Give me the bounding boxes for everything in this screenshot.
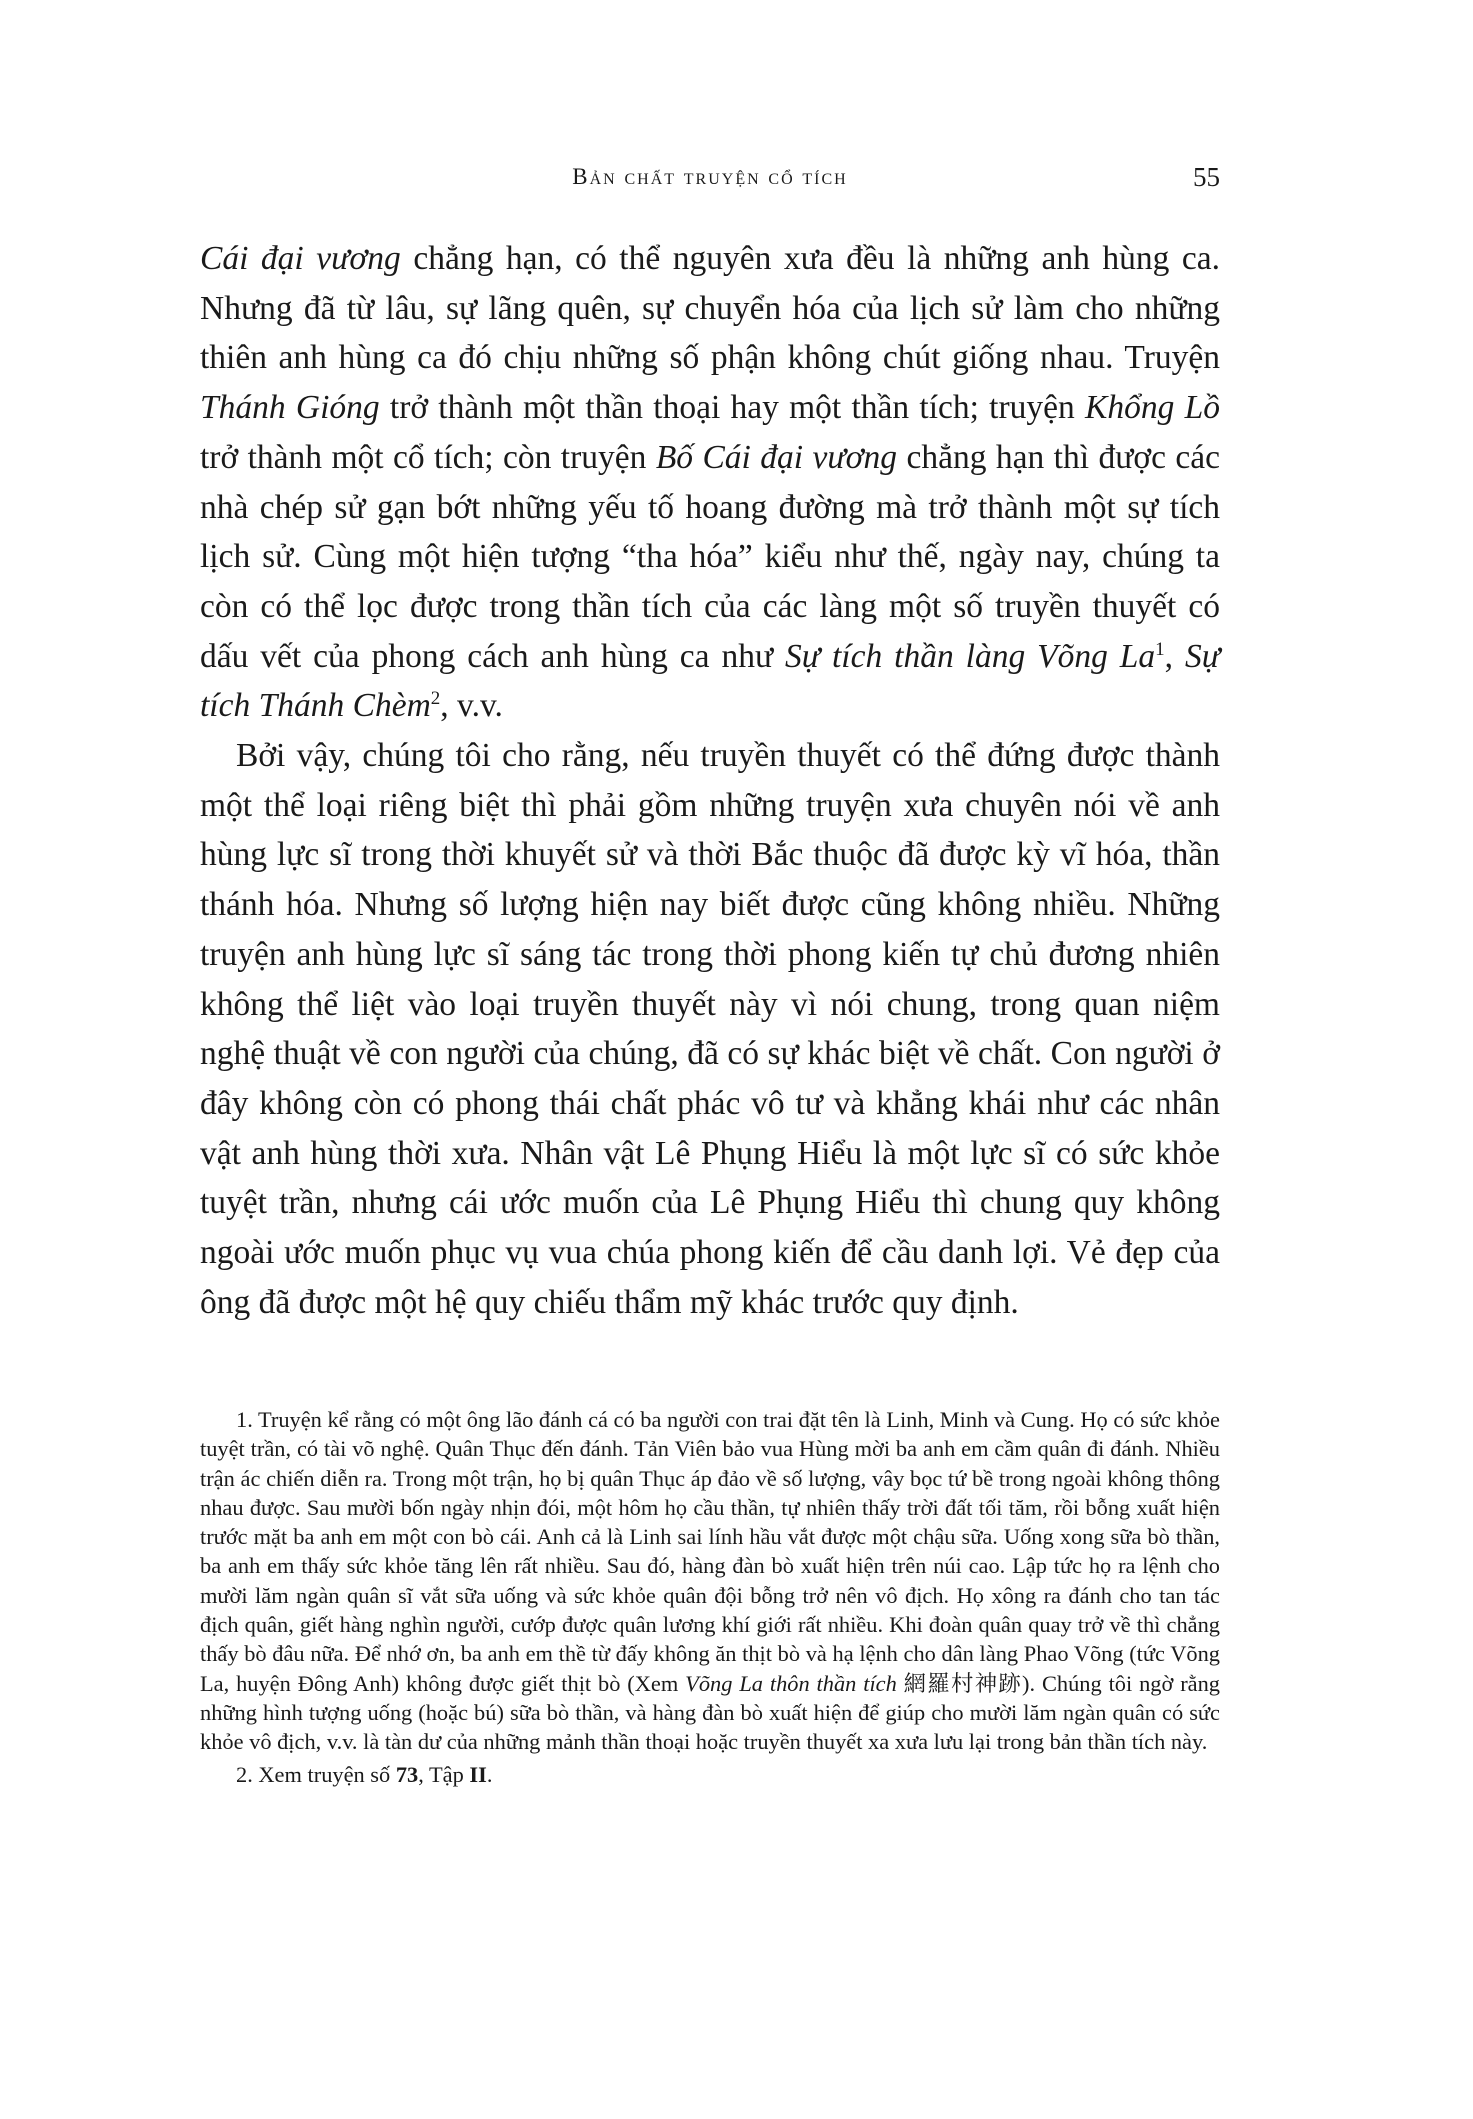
footnote-bold: II	[469, 1761, 487, 1787]
main-text	[200, 234, 1220, 1327]
text-run: chẳng hạn thì được các nhà chép sử gạn bớt những yếu tố hoang đường mà trở thành một sự tích lịch sử. Cùng một hiện tượng “tha hóa” kiểu như thế, ngày nay, chúng ta còn có thể lọc được trong thần tích của các làng một số truyền thuyết có dấu vết của phong cách anh hùng ca như	[200, 438, 1220, 675]
italic-title: Cái đại vương	[200, 240, 401, 277]
footnote-text: .	[486, 1761, 493, 1787]
text-run: trở thành một cổ tích; còn truyện	[200, 438, 656, 476]
text-run: chẳng hạn, có thể nguyên xưa đều là những anh hùng ca. Nhưng đã từ lâu, sự lãng quên, sự chuyển hóa của lịch sử làm cho những thiên anh hùng ca đó chịu những số phận không chút giống nhau. Truyện	[200, 240, 1221, 377]
footnotes	[200, 1405, 1220, 1789]
italic-title: Khổng Lồ	[1085, 389, 1220, 427]
footnote-italic-title: Võng La thôn thần tích	[685, 1670, 897, 1696]
italic-title: Thánh Gióng	[200, 389, 380, 427]
footnote-ref-2[interactable]: 2	[430, 688, 441, 710]
footnote-text: 2. Xem truyện số	[236, 1761, 396, 1787]
text-run: trở thành một thần thoại hay một thần tích; truyện	[379, 389, 1086, 427]
footnote-2	[200, 1760, 1220, 1789]
paragraph: Bởi vậy, chúng tôi cho rằng, nếu truyền thuyết có thể đứng được thành một thể loại riêng biệt thì phải gồm những truyện xưa chuyên nói về anh hùng lực sĩ trong thời khuyết sử và thời Bắc thuộc đã được kỳ vĩ hóa, thần thánh hóa. Nhưng số lượng hiện nay biết được cũng không nhiều. Những truyện anh hùng lực sĩ sáng tác trong thời phong kiến tự chủ đương nhiên không thể liệt vào loại truyền thuyết này vì nói chung, trong quan niệm nghệ thuật về con người của chúng, đã có sự khác biệt về chất. Con người ở đây không còn có phong thái chất phác vô tư và khẳng khái như các nhân vật anh hùng thời xưa. Nhân vật Lê Phụng Hiểu là một lực sĩ có sức khỏe tuyệt trần, nhưng cái ước muốn của Lê Phụng Hiểu thì chung quy không ngoài ước muốn phục vụ vua chúa phong kiến để cầu danh lợi. Vẻ đẹp của ông đã được một hệ quy chiếu thẩm mỹ khác trước quy định.	[200, 737, 1220, 1321]
footnote-1	[200, 1405, 1220, 1757]
running-title: Bản chất truyện cổ tích	[572, 164, 848, 189]
footnote-text: 1. Truyện kể rằng có một ông lão đánh cá có ba người con trai đặt tên là Linh, Minh và Cung. Họ có sức khỏe tuyệt trần, có tài võ nghệ. Quân Thục đến đánh. Tản Viên bảo vua Hùng mời ba anh em cầm quân đi đánh. Nhiều trận ác chiến diễn ra. Trong một trận, họ bị quân Thục áp đảo về số lượng, vây bọc tứ bề trong ngoài không thông nhau được. Sau mười bốn ngày nhịn đói, một hôm họ cầu thần, tự nhiên thấy trời đất tối tăm, rồi bỗng xuất hiện trước mặt ba anh em một con bò cái. Anh cả là Linh sai lính hầu vắt được một chậu sữa. Uống xong sữa bò thần, ba anh em thấy sức khỏe tăng lên rất nhiều. Sau đó, hàng đàn bò xuất hiện trên núi cao. Lập tức họ ra lệnh cho mười lăm ngàn quân sĩ vắt sữa uống và sức khỏe quân đội bỗng trở nên vô địch. Họ xông ra đánh cho tan tác địch quân, giết hàng nghìn người, cướp được quân lương khí giới rất nhiều. Khi đoàn quân quay trở về thì chẳng thấy bò đâu nữa. Để nhớ ơn, ba anh em thề từ đấy không ăn thịt bò và hạ lệnh cho dân làng Phao Võng (tức Võng La, huyện Đông Anh) không được giết thịt bò (Xem	[200, 1407, 1220, 1696]
italic-title: Sự tích Thánh Chèm	[200, 637, 1221, 725]
footnote-text: 網羅村神跡). Chúng tôi ngờ rằng những hình tượng uống (hoặc bú) sữa bò thần, và hàng đàn bò xuất hiện để giúp cho mười lăm ngàn quân có sức khỏe vô địch, v.v. là tàn dư của những mảnh thần thoại hoặc truyền thuyết xa xưa lưu lại trong bản thần tích này.	[200, 1670, 1220, 1755]
text-run: , v.v.	[440, 687, 503, 725]
italic-title: Bố Cái đại vương	[655, 438, 898, 476]
footnote-bold: 73	[395, 1761, 419, 1787]
italic-title: Sự tích thần làng Võng La	[785, 637, 1156, 675]
paragraph-continued	[200, 234, 1220, 731]
footnote-text: , Tập	[418, 1761, 470, 1787]
text-run: ,	[1164, 637, 1185, 675]
running-head	[200, 164, 1220, 204]
footnote-ref-1[interactable]: 1	[1155, 638, 1165, 660]
page-number: 55	[1193, 162, 1220, 192]
